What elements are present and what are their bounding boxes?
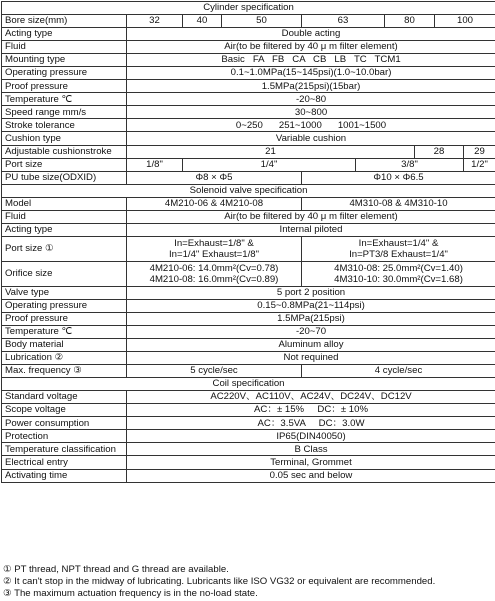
spec-table — [1, 1, 495, 483]
row-value: 1/8" — [127, 158, 183, 171]
spec-row — [2, 391, 495, 404]
row-label: Temperature classification — [2, 443, 127, 456]
spec-row — [2, 430, 495, 443]
spec-row — [2, 67, 495, 80]
spec-row — [2, 352, 495, 365]
spec-row — [2, 365, 495, 378]
bore-size-label: Bore size(mm) — [2, 15, 127, 28]
row-label: Body material — [2, 339, 127, 352]
bore-cell: 80 — [385, 15, 435, 28]
row-label: Stroke tolerance — [2, 119, 127, 132]
spec-row — [2, 210, 495, 223]
row-value: 29 — [464, 145, 495, 158]
stroke-range: 251~1000 — [278, 119, 322, 131]
stroke-range: 0~250 — [235, 119, 263, 131]
footnotes — [3, 564, 435, 600]
bore-cell: 32 — [127, 15, 183, 28]
row-label: Proof pressure — [2, 80, 127, 93]
row-label: Proof pressure — [2, 312, 127, 325]
row-label: Standard voltage — [2, 391, 127, 404]
footnote: ③ The maximum actuation frequency is in the no-load state. — [3, 588, 258, 599]
row-value: Terminal, Grommet — [127, 456, 495, 469]
bore-size-row — [2, 15, 495, 28]
row-label: Mounting type — [2, 54, 127, 67]
row-label: Scope voltage — [2, 404, 127, 417]
row-value: 30~800 — [127, 106, 495, 119]
row-value: -20~70 — [127, 325, 495, 338]
row-value: 21 — [127, 145, 415, 158]
spec-row — [2, 119, 495, 132]
row-label: Fluid — [2, 210, 127, 223]
row-value: In=Exhaust=1/4" & In=PT3/8 Exhaust=1/4" — [302, 236, 495, 261]
row-label: PU tube size(ODXID) — [2, 171, 127, 184]
row-value: Air(to be filtered by 40 μ m filter element) — [127, 41, 495, 54]
solenoid-section-header — [2, 184, 495, 197]
row-value: 1.5MPa(215psi)(15bar) — [127, 80, 495, 93]
row-label: Valve type — [2, 286, 127, 299]
row-label: Lubrication ② — [2, 352, 127, 365]
row-label: Operating pressure — [2, 67, 127, 80]
row-value: 4M210-06: 14.0mm²(Cv=0.78) 4M210-08: 16.0mm²(Cv=0.89) — [127, 261, 302, 286]
spec-row — [2, 261, 495, 286]
row-value: 5 cycle/sec — [127, 365, 302, 378]
row-value: 1/4" — [183, 158, 356, 171]
row-value: -20~80 — [127, 93, 495, 106]
spec-row — [2, 28, 495, 41]
row-value: Not requined — [127, 352, 495, 365]
spec-row — [2, 339, 495, 352]
row-value: 4M210-06 & 4M210-08 — [127, 197, 302, 210]
row-value: AC：3.5VA DC：3.0W — [127, 417, 495, 430]
row-label: Model — [2, 197, 127, 210]
row-value: Air(to be filtered by 40 μ m filter element) — [127, 210, 495, 223]
spec-row — [2, 312, 495, 325]
spec-row — [2, 469, 495, 482]
row-value: Variable cushion — [127, 132, 495, 145]
cylinder-section-header — [2, 2, 495, 15]
row-label: Acting type — [2, 28, 127, 41]
row-label: Temperature ℃ — [2, 325, 127, 338]
bore-cell: 50 — [222, 15, 302, 28]
spec-row — [2, 443, 495, 456]
row-value: AC：± 15% DC：± 10% — [127, 404, 495, 417]
row-label: Activating time — [2, 469, 127, 482]
row-value: 0.05 sec and below — [127, 469, 495, 482]
row-label: Port size ① — [2, 236, 127, 261]
row-value: 4M310-08: 25.0mm²(Cv=1.40) 4M310-10: 30.0mm²(Cv=1.68) — [302, 261, 495, 286]
row-value: 0.15~0.8MPa(21~114psi) — [127, 299, 495, 312]
row-value: AC220V、AC110V、AC24V、DC24V、DC12V — [127, 391, 495, 404]
row-label: Max. frequency ③ — [2, 365, 127, 378]
row-value — [127, 119, 495, 132]
spec-row — [2, 158, 495, 171]
row-label: Temperature ℃ — [2, 93, 127, 106]
spec-row — [2, 132, 495, 145]
row-label: Protection — [2, 430, 127, 443]
row-value: 1.5MPa(215psi) — [127, 312, 495, 325]
row-label: Orifice size — [2, 261, 127, 286]
spec-row — [2, 456, 495, 469]
row-value: 28 — [415, 145, 464, 158]
row-value: Aluminum alloy — [127, 339, 495, 352]
spec-row — [2, 106, 495, 119]
footnote: ① PT thread, NPT thread and G thread are available. — [3, 564, 229, 575]
row-value: B Class — [127, 443, 495, 456]
bore-cell: 63 — [302, 15, 385, 28]
row-value: IP65(DIN40050) — [127, 430, 495, 443]
row-value: In=Exhaust=1/8" & In=1/4" Exhaust=1/8" — [127, 236, 302, 261]
cylinder-section-title: Cylinder specification — [2, 2, 495, 15]
row-label: Adjustable cushionstroke — [2, 145, 127, 158]
row-value: 3/8" — [356, 158, 464, 171]
row-label: Operating pressure — [2, 299, 127, 312]
row-value: 1/2" — [464, 158, 495, 171]
spec-row — [2, 197, 495, 210]
bore-cell: 100 — [435, 15, 495, 28]
spec-row — [2, 171, 495, 184]
spec-row — [2, 299, 495, 312]
spec-row — [2, 80, 495, 93]
row-value: Internal piloted — [127, 223, 495, 236]
spec-row — [2, 223, 495, 236]
spec-row — [2, 325, 495, 338]
coil-section-title: Coil specification — [2, 378, 495, 391]
row-label: Port size — [2, 158, 127, 171]
row-value: Double acting — [127, 28, 495, 41]
row-value: Φ8 × Φ5 — [127, 171, 302, 184]
spec-row — [2, 286, 495, 299]
spec-row — [2, 236, 495, 261]
footnote: ② It can't stop in the midway of lubricating. Lubricants like ISO VG32 or equivalent are recommended. — [3, 576, 436, 587]
stroke-range: 1001~1500 — [337, 119, 387, 131]
row-label: Fluid — [2, 41, 127, 54]
row-label: Power consumption — [2, 417, 127, 430]
solenoid-section-title: Solenoid valve specification — [2, 184, 495, 197]
row-label: Speed range mm/s — [2, 106, 127, 119]
spec-row — [2, 145, 495, 158]
coil-section-header — [2, 378, 495, 391]
spec-row — [2, 404, 495, 417]
row-value: 5 port 2 position — [127, 286, 495, 299]
row-label: Acting type — [2, 223, 127, 236]
row-value: Basic FA FB CA CB LB TC TCM1 — [127, 54, 495, 67]
row-value: 4 cycle/sec — [302, 365, 495, 378]
spec-row — [2, 54, 495, 67]
row-value: 4M310-08 & 4M310-10 — [302, 197, 495, 210]
row-label: Electrical entry — [2, 456, 127, 469]
spec-row — [2, 41, 495, 54]
spec-row — [2, 417, 495, 430]
spec-row — [2, 93, 495, 106]
bore-cell: 40 — [183, 15, 222, 28]
row-value: Φ10 × Φ6.5 — [302, 171, 495, 184]
row-label: Cushion type — [2, 132, 127, 145]
row-value: 0.1~1.0MPa(15~145psi)(1.0~10.0bar) — [127, 67, 495, 80]
